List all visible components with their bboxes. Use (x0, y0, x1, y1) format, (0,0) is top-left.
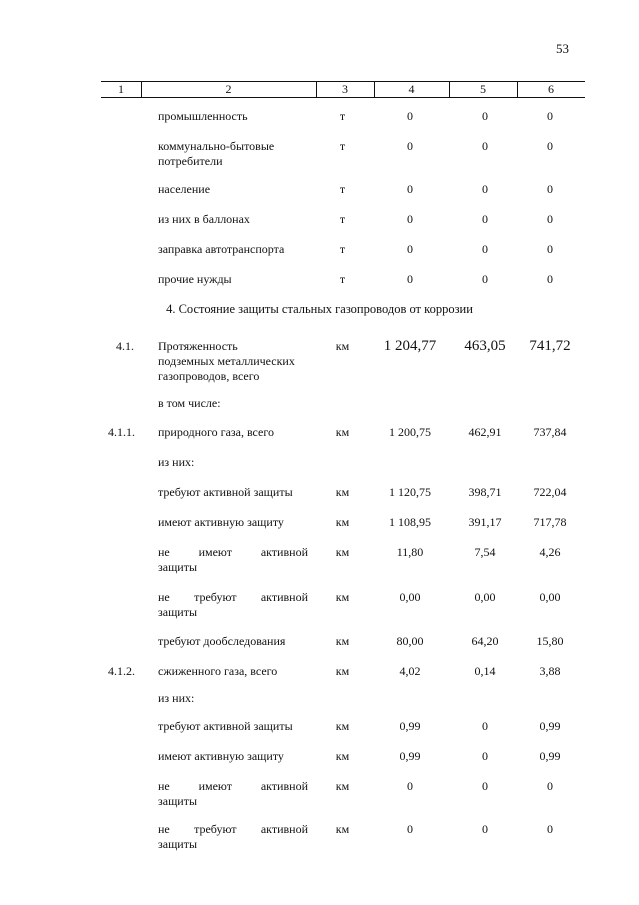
row-name: из них: (158, 455, 195, 469)
row-value-4: 0 (407, 182, 413, 196)
row-value-4: 1 200,75 (389, 425, 431, 439)
row-name: требуют активной защиты (158, 485, 293, 499)
row-unit: т (339, 182, 346, 196)
row-unit: т (339, 139, 346, 153)
row-unit: т (339, 212, 346, 226)
row-name: из них в баллонах (158, 212, 250, 226)
row-value-5: 0 (482, 182, 488, 196)
row-value-6: 0 (547, 242, 553, 256)
row-value-6: 0 (547, 212, 553, 226)
row-unit: км (335, 822, 350, 836)
header-col-6: 6 (548, 82, 554, 96)
row-value-4: 0,99 (399, 719, 421, 733)
row-value-5: 0 (482, 779, 488, 793)
row-value-5: 462,91 (468, 425, 502, 439)
row-value-4: 0,99 (399, 749, 421, 763)
row-value-5: 0 (482, 242, 488, 256)
header-col-3: 3 (342, 82, 348, 96)
row-name: имеют активную защиту (158, 749, 284, 763)
row-value-4: 0 (407, 139, 413, 153)
row-number: 4.1.2. (108, 664, 135, 678)
row-number: 4.1. (116, 339, 134, 353)
row-value-4: 1 108,95 (389, 515, 431, 529)
row-value-5: 0 (482, 109, 488, 123)
row-unit: т (339, 109, 346, 123)
row-unit: км (335, 664, 350, 678)
row-value-6: 0,99 (539, 749, 561, 763)
header-col-2: 2 (225, 82, 232, 96)
row-value-4: 4,02 (399, 664, 421, 678)
row-unit: км (335, 485, 350, 499)
row-name: заправка автотранспорта (158, 242, 285, 256)
row-value-5: 0 (482, 749, 488, 763)
row-value-4: 0 (407, 779, 413, 793)
row-unit: км (335, 425, 350, 439)
row-unit: км (335, 634, 350, 648)
row-value-5: 0 (482, 212, 488, 226)
row-value-6: 15,80 (536, 634, 564, 648)
row-unit: км (335, 719, 350, 733)
row-value-5: 0 (482, 719, 488, 733)
row-value-5: 463,05 (464, 338, 506, 354)
row-unit: км (335, 515, 350, 529)
row-name: не требуют активной защиты (158, 822, 308, 851)
row-value-5: 0 (482, 139, 488, 153)
row-number: 4.1.1. (108, 425, 135, 439)
row-name: в том числе: (158, 396, 221, 410)
row-name: не имеют активной защиты (158, 545, 308, 574)
row-value-4: 0 (407, 272, 413, 286)
row-name: промышленность (158, 109, 248, 123)
row-value-5: 398,71 (468, 485, 502, 499)
row-name: прочие нужды (158, 272, 232, 286)
row-value-4: 0 (407, 109, 413, 123)
row-value-4: 0 (407, 822, 413, 836)
row-value-5: 0,14 (474, 664, 496, 678)
row-value-6: 0 (547, 822, 553, 836)
row-name: из них: (158, 691, 195, 705)
row-name: не имеют активной защиты (158, 779, 308, 808)
row-value-4: 0 (407, 212, 413, 226)
row-unit: т (339, 242, 346, 256)
section-title: 4. Состояние защиты стальных газопроводов от коррозии (166, 302, 473, 316)
row-value-5: 7,54 (474, 545, 496, 559)
row-name: Протяженность подземных металлических газопроводов, всего (158, 339, 295, 383)
row-value-6: 0,99 (539, 719, 561, 733)
row-name: требуют дообследования (158, 634, 286, 648)
row-unit: км (335, 779, 350, 793)
row-name: не требуют активной защиты (158, 590, 308, 619)
row-value-6: 717,78 (533, 515, 567, 529)
row-value-6: 737,84 (533, 425, 567, 439)
row-value-6: 0,00 (539, 590, 561, 604)
row-name: природного газа, всего (158, 425, 274, 439)
row-value-6: 0 (547, 109, 553, 123)
row-value-6: 741,72 (529, 338, 571, 354)
row-value-6: 0 (547, 139, 553, 153)
row-value-5: 391,17 (468, 515, 502, 529)
row-value-4: 80,00 (396, 634, 424, 648)
row-value-6: 722,04 (533, 485, 567, 499)
row-value-5: 64,20 (471, 634, 499, 648)
row-value-4: 1 204,77 (383, 338, 437, 354)
row-value-6: 0 (547, 272, 553, 286)
row-value-5: 0 (482, 272, 488, 286)
row-unit: км (335, 339, 350, 353)
row-unit: км (335, 545, 350, 559)
row-unit: км (335, 749, 350, 763)
row-value-4: 0,00 (399, 590, 421, 604)
table-header (101, 81, 585, 98)
row-unit: т (339, 272, 346, 286)
row-value-6: 4,26 (539, 545, 561, 559)
row-name: сжиженного газа, всего (158, 664, 278, 678)
row-name: требуют активной защиты (158, 719, 293, 733)
row-value-6: 0 (547, 182, 553, 196)
row-name: имеют активную защиту (158, 515, 284, 529)
page-number: 53 (556, 41, 569, 56)
row-name: население (158, 182, 211, 196)
header-col-5: 5 (480, 82, 486, 96)
row-value-5: 0,00 (474, 590, 496, 604)
row-value-6: 3,88 (539, 664, 561, 678)
row-value-6: 0 (547, 779, 553, 793)
row-unit: км (335, 590, 350, 604)
row-value-4: 11,80 (396, 545, 424, 559)
header-col-1: 1 (118, 82, 124, 96)
row-value-4: 1 120,75 (389, 485, 431, 499)
row-name: коммунально-бытовые потребители (158, 139, 275, 168)
row-value-4: 0 (407, 242, 413, 256)
header-col-4: 4 (408, 82, 415, 96)
row-value-5: 0 (482, 822, 488, 836)
